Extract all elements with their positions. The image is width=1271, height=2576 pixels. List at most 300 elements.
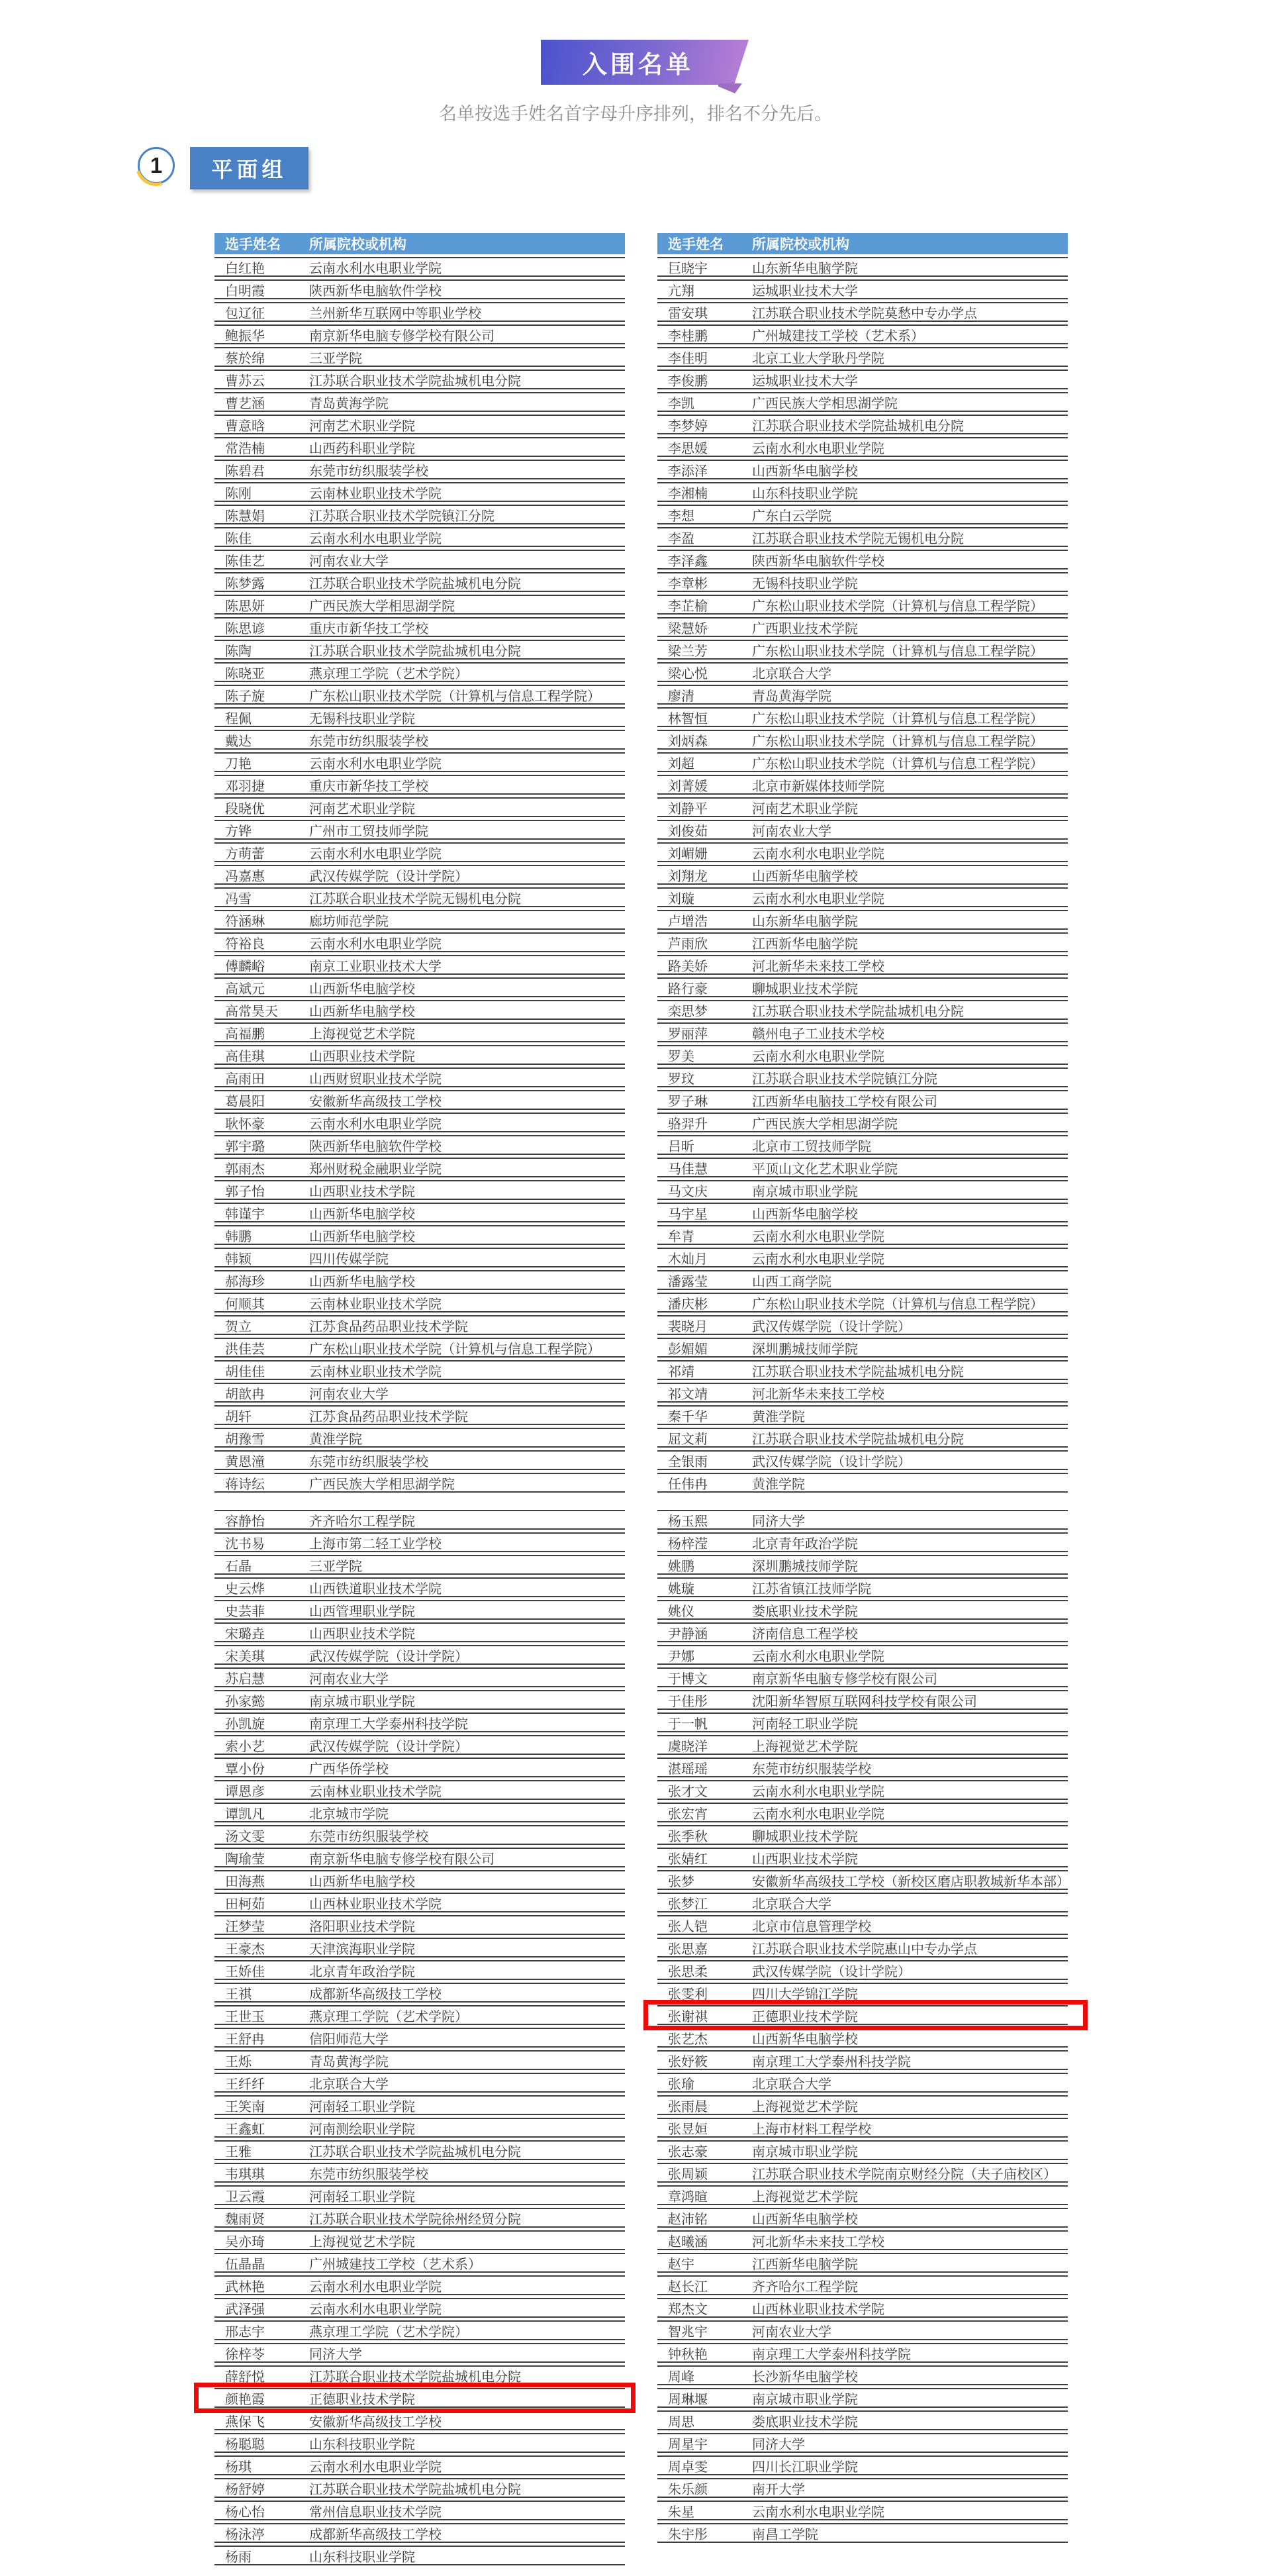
institution-name: 山东科技职业学院 — [309, 2550, 415, 2565]
institution-name: 江苏食品药品职业技术学院 — [309, 1319, 468, 1334]
institution-name: 武汉传媒学院（设计学院） — [752, 1454, 911, 1469]
contestant-name: 黄恩潼 — [225, 1454, 265, 1469]
institution-name: 广西民族大学相思湖学院 — [309, 599, 455, 614]
contestant-name: 白红艳 — [225, 261, 265, 276]
contestant-name: 刀艳 — [225, 756, 252, 771]
contestant-name: 胡佳佳 — [225, 1364, 265, 1379]
institution-name: 运城职业技术大学 — [752, 283, 858, 299]
institution-name: 天津滨海职业学院 — [309, 1942, 415, 1957]
contestant-name: 李佳明 — [668, 351, 708, 366]
contestant-name: 李芷榆 — [668, 599, 708, 614]
institution-name: 南开大学 — [752, 2482, 805, 2497]
institution-name: 北京联合大学 — [752, 2077, 831, 2092]
institution-name: 云南水利水电职业学院 — [752, 846, 884, 862]
table-row — [657, 1383, 1068, 1403]
contestant-name: 陈思谚 — [225, 621, 265, 636]
contestant-name: 史芸菲 — [225, 1604, 265, 1619]
contestant-name: 陈思妍 — [225, 599, 265, 614]
contestant-name: 宋美琪 — [225, 1649, 265, 1664]
institution-name: 广东松山职业技术学院（计算机与信息工程学院） — [752, 599, 1043, 614]
table-row — [214, 1780, 625, 1800]
institution-name: 山西新华电脑学校 — [752, 2032, 858, 2047]
table-row — [657, 865, 1068, 885]
contestant-name: 李想 — [668, 509, 694, 524]
contestant-name: 高常昊天 — [225, 1004, 278, 1019]
institution-name: 北京市新媒体技师学院 — [752, 779, 884, 794]
banner-ribbon-fold — [718, 83, 742, 93]
contestant-name: 湛瑶瑶 — [668, 1761, 708, 1777]
institution-name: 武汉传媒学院（设计学院） — [752, 1319, 911, 1334]
table-body — [657, 257, 1068, 2543]
contestant-name: 高斌元 — [225, 981, 265, 997]
table-row — [214, 505, 625, 524]
institution-name: 广西民族大学相思湖学院 — [309, 1477, 455, 1492]
table-row — [657, 1600, 1068, 1620]
table-row — [214, 1600, 625, 1620]
contestant-name: 张谢祺 — [668, 2009, 708, 2024]
contestant-name: 李泽鑫 — [668, 554, 708, 569]
institution-name: 广东松山职业技术学院（计算机与信息工程学院） — [752, 711, 1043, 726]
institution-name: 齐齐哈尔工程学院 — [309, 1514, 415, 1529]
table-row — [657, 1758, 1068, 1777]
table-row — [657, 2433, 1068, 2453]
table-row — [214, 1735, 625, 1755]
institution-name: 江苏联合职业技术学院莫愁中专办学点 — [752, 306, 977, 321]
contestant-name: 张人铠 — [668, 1919, 708, 1934]
contestant-name: 彭媚媚 — [668, 1342, 708, 1357]
contestant-name: 牟青 — [668, 1229, 694, 1244]
table-row — [657, 775, 1068, 795]
institution-name: 广东松山职业技术学院（计算机与信息工程学院） — [309, 689, 600, 704]
institution-name: 山西新华电脑学校 — [309, 1229, 415, 1244]
table-row — [214, 2343, 625, 2363]
table-row — [214, 415, 625, 434]
table-row — [214, 1848, 625, 1867]
institution-name: 河南艺术职业学院 — [309, 801, 415, 817]
institution-name: 陕西新华电脑软件学校 — [309, 283, 442, 299]
institution-name: 武汉传媒学院（设计学院） — [309, 1649, 468, 1664]
contestant-name: 陶瑜莹 — [225, 1852, 265, 1867]
contestant-name: 包辽征 — [225, 306, 265, 321]
institution-name: 东莞市纺织服装学校 — [309, 1829, 428, 1844]
contestant-name: 陈碧君 — [225, 464, 265, 479]
table-row — [214, 1983, 625, 2003]
contestant-name: 薛舒悦 — [225, 2369, 265, 2385]
contestant-name: 王祺 — [225, 1987, 252, 2002]
contestant-name: 高福鹏 — [225, 1026, 265, 1042]
table-row — [657, 685, 1068, 705]
table-row — [657, 302, 1068, 322]
table-row — [657, 887, 1068, 907]
contestant-name: 于佳彤 — [668, 1694, 708, 1709]
table-row — [214, 595, 625, 615]
table-row — [657, 1712, 1068, 1732]
table-row — [657, 1983, 1068, 2003]
institution-name: 江苏联合职业技术学院无锡机电分院 — [752, 531, 964, 546]
contestant-name: 路行豪 — [668, 981, 708, 997]
table-row — [657, 2208, 1068, 2228]
institution-name: 江苏联合职业技术学院镇江分院 — [309, 509, 494, 524]
institution-name: 云南水利水电职业学院 — [752, 1784, 884, 1799]
contestant-name: 覃小份 — [225, 1761, 265, 1777]
institution-name: 广西民族大学相思湖学院 — [752, 396, 898, 411]
institution-name: 山西铁道职业技术学院 — [309, 1581, 442, 1597]
institution-name: 东莞市纺织服装学校 — [309, 734, 428, 749]
table-row — [214, 1473, 625, 1493]
contestant-name: 朱乐颜 — [668, 2482, 708, 2497]
contestant-name: 田柯茹 — [225, 1897, 265, 1912]
institution-name: 江西新华电脑学院 — [752, 936, 858, 952]
institution-name: 云南水利水电职业学院 — [309, 2279, 442, 2295]
table-row — [657, 1870, 1068, 1890]
contestant-name: 于博文 — [668, 1671, 708, 1687]
institution-name: 广西民族大学相思湖学院 — [752, 1116, 898, 1132]
table-row — [657, 1360, 1068, 1380]
table-row — [214, 820, 625, 840]
institution-name: 河北新华未来技工学校 — [752, 959, 884, 974]
table-row — [657, 1645, 1068, 1665]
institution-name: 三亚学院 — [309, 1559, 362, 1574]
institution-name: 青岛黄海学院 — [309, 396, 389, 411]
institution-name: 山东科技职业学院 — [309, 2437, 415, 2452]
institution-name: 云南林业职业技术学院 — [309, 1297, 442, 1312]
institution-name: 赣州电子工业技术学校 — [752, 1026, 884, 1042]
institution-name: 运城职业技术大学 — [752, 373, 858, 389]
table-row — [657, 1090, 1068, 1110]
table-row — [657, 1203, 1068, 1222]
contestant-name: 杨梓滢 — [668, 1536, 708, 1552]
group-number-badge — [138, 147, 175, 184]
contestant-name: 祁靖 — [668, 1364, 694, 1379]
table-row — [657, 1780, 1068, 1800]
table-row — [214, 279, 625, 299]
contestant-name: 屈文莉 — [668, 1432, 708, 1447]
institution-name: 山西新华电脑学校 — [752, 2212, 858, 2227]
contestant-name: 潘庆彬 — [668, 1297, 708, 1312]
table-row — [214, 2230, 625, 2250]
institution-name: 常州信息职业技术学院 — [309, 2504, 442, 2520]
institution-name: 河南测绘职业学院 — [309, 2122, 415, 2137]
contestant-name: 梁心悦 — [668, 666, 708, 681]
institution-name: 江苏联合职业技术学院南京财经分院（夫子庙校区） — [752, 2167, 1057, 2182]
table-row — [214, 887, 625, 907]
table-row — [214, 2523, 625, 2543]
contestant-name: 王舒冉 — [225, 2032, 265, 2047]
table-row — [214, 797, 625, 817]
table-row — [657, 977, 1068, 997]
institution-name: 云南水利水电职业学院 — [309, 756, 442, 771]
institution-name: 黄淮学院 — [752, 1477, 805, 1492]
table-row — [214, 1113, 625, 1132]
contestant-name: 张才文 — [668, 1784, 708, 1799]
contestant-name: 曹艺涵 — [225, 396, 265, 411]
contestant-name: 颜艳霞 — [225, 2392, 265, 2407]
institution-name: 河南轻工职业学院 — [752, 1716, 858, 1732]
institution-name: 山西林业职业技术学院 — [752, 2302, 884, 2317]
table-row — [657, 1825, 1068, 1845]
institution-name: 山西药科职业学院 — [309, 441, 415, 456]
table-row — [657, 257, 1068, 277]
contestant-name: 洪佳芸 — [225, 1342, 265, 1357]
contestant-name: 章鸿暄 — [668, 2189, 708, 2204]
table-row — [657, 1248, 1068, 1267]
table-row — [214, 2118, 625, 2138]
contestant-name: 杨玉熙 — [668, 1514, 708, 1529]
table-row — [214, 2208, 625, 2228]
institution-name: 深圳鹏城技师学院 — [752, 1559, 858, 1574]
institution-name: 南昌工学院 — [752, 2527, 818, 2542]
table-row — [657, 617, 1068, 637]
institution-name: 重庆市新华技工学校 — [309, 779, 428, 794]
institution-name: 无锡科技职业学院 — [309, 711, 415, 726]
contestant-name: 鲍振华 — [225, 328, 265, 344]
institution-name: 正德职业技术学院 — [752, 2009, 858, 2024]
contestant-name: 路美娇 — [668, 959, 708, 974]
contestant-name: 芦雨欣 — [668, 936, 708, 952]
contestant-name: 罗玟 — [668, 1071, 694, 1087]
institution-name: 南京新华电脑专修学校有限公司 — [309, 328, 494, 344]
table-row — [657, 2455, 1068, 2475]
table-row — [214, 2433, 625, 2453]
table-row — [657, 1667, 1068, 1687]
table-row — [657, 415, 1068, 434]
contestant-name: 曹意晗 — [225, 419, 265, 434]
institution-name: 安徽新华高级技工学校 — [309, 1094, 442, 1109]
contestant-name: 姚鹏 — [668, 1559, 694, 1574]
contestant-name: 张雯利 — [668, 1987, 708, 2002]
table-row — [657, 505, 1068, 524]
contestant-name: 李俊鹏 — [668, 373, 708, 389]
table-row — [214, 572, 625, 592]
table-row — [657, 1293, 1068, 1313]
institution-name: 北京工业大学耿丹学院 — [752, 351, 884, 366]
table-row — [214, 1338, 625, 1358]
institution-name: 陕西新华电脑软件学校 — [752, 554, 884, 569]
contestant-name: 秦千华 — [668, 1409, 708, 1424]
table-row — [214, 1293, 625, 1313]
table-row — [214, 257, 625, 277]
contestant-name: 栾思梦 — [668, 1004, 708, 1019]
contestant-name: 祁文靖 — [668, 1387, 708, 1402]
contestant-name: 张思柔 — [668, 1964, 708, 1979]
institution-name: 云南水利水电职业学院 — [752, 2504, 884, 2520]
institution-name: 深圳鹏城技师学院 — [752, 1342, 858, 1357]
contestant-name: 张瑜 — [668, 2077, 694, 2092]
table-row — [214, 1690, 625, 1710]
institution-name: 广东白云学院 — [752, 509, 831, 524]
contestant-name: 王雅 — [225, 2144, 252, 2159]
table-row — [657, 1113, 1068, 1132]
table-row — [214, 752, 625, 772]
contestant-name: 钟秋艳 — [668, 2347, 708, 2362]
table-row — [657, 1067, 1068, 1087]
institution-name: 安徽新华高级技工学校 — [309, 2414, 442, 2430]
contestant-name: 卢增浩 — [668, 914, 708, 929]
table-row — [657, 955, 1068, 975]
table-row — [214, 707, 625, 727]
contestant-name: 孙凯旋 — [225, 1716, 265, 1732]
contestant-name: 刘炳森 — [668, 734, 708, 749]
table-row — [657, 595, 1068, 615]
contestant-name: 李添泽 — [668, 464, 708, 479]
table-row — [214, 1712, 625, 1732]
institution-name: 云南林业职业技术学院 — [309, 1784, 442, 1799]
institution-name: 燕京理工学院（艺术学院） — [309, 2009, 468, 2024]
table-row — [657, 1000, 1068, 1020]
institution-name: 云南林业职业技术学院 — [309, 1364, 442, 1379]
contestant-name: 符裕良 — [225, 936, 265, 952]
institution-name: 南京理工大学泰州科技学院 — [752, 2054, 911, 2069]
institution-name: 山西管理职业学院 — [309, 1604, 415, 1619]
contestant-name: 郭雨杰 — [225, 1162, 265, 1177]
institution-name: 广西华侨学校 — [309, 1761, 389, 1777]
contestant-name: 吕昕 — [668, 1139, 694, 1154]
table-row — [657, 932, 1068, 952]
table-row — [657, 1450, 1068, 1470]
contestant-name: 汪梦莹 — [225, 1919, 265, 1934]
institution-name: 广西职业技术学院 — [752, 621, 858, 636]
contestant-name: 石晶 — [225, 1559, 252, 1574]
institution-name: 沈阳新华智原互联网科技学校有限公司 — [752, 1694, 977, 1709]
table-row — [657, 1158, 1068, 1177]
table-row — [214, 1577, 625, 1597]
banner-title: 入围名单 — [583, 51, 694, 78]
contestant-name: 马宇星 — [668, 1207, 708, 1222]
contestant-name: 全银雨 — [668, 1454, 708, 1469]
table-row — [214, 730, 625, 750]
table-header — [214, 233, 625, 254]
institution-name: 江苏联合职业技术学院盐城机电分院 — [309, 644, 521, 659]
contestant-name: 王烁 — [225, 2054, 252, 2069]
table-row — [657, 1938, 1068, 1957]
contestant-name: 罗美 — [668, 1049, 694, 1064]
table-row — [214, 1315, 625, 1335]
table-header — [657, 233, 1068, 254]
table-row — [657, 1848, 1068, 1867]
contestant-name: 周思 — [668, 2414, 694, 2430]
contestant-name: 马佳慧 — [668, 1162, 708, 1177]
contestant-name: 陈慧娟 — [225, 509, 265, 524]
institution-name: 武汉传媒学院（设计学院） — [309, 869, 468, 884]
table-row — [657, 1532, 1068, 1552]
institution-name: 广东松山职业技术学院（计算机与信息工程学院） — [752, 734, 1043, 749]
institution-name: 无锡科技职业学院 — [752, 576, 858, 591]
contestant-name: 汤文雯 — [225, 1829, 265, 1844]
table-row — [657, 2275, 1068, 2295]
contestant-name: 卫云霞 — [225, 2189, 265, 2204]
contestant-name: 胡歆冉 — [225, 1387, 265, 1402]
institution-name: 南京理工大学泰州科技学院 — [752, 2347, 911, 2362]
institution-name: 同济大学 — [309, 2347, 362, 2362]
institution-name: 云南水利水电职业学院 — [309, 936, 442, 952]
institution-name: 黄淮学院 — [309, 1432, 362, 1447]
contestant-name: 张思嘉 — [668, 1942, 708, 1957]
contestant-name: 何顺其 — [225, 1297, 265, 1312]
group-number: 1 — [150, 153, 163, 177]
table-row — [214, 1225, 625, 1245]
table-row — [657, 640, 1068, 660]
table-row — [657, 1735, 1068, 1755]
institution-name: 北京联合大学 — [752, 666, 831, 681]
institution-name: 河南艺术职业学院 — [309, 419, 415, 434]
institution-name: 长沙新华电脑学校 — [752, 2369, 858, 2385]
contestant-name: 史云烨 — [225, 1581, 265, 1597]
contestant-name: 魏雨贤 — [225, 2212, 265, 2227]
contestant-name: 田海燕 — [225, 1874, 265, 1889]
table-row — [214, 347, 625, 367]
table-row — [214, 1067, 625, 1087]
contestant-name: 赵宇 — [668, 2257, 694, 2272]
institution-name: 同济大学 — [752, 2437, 805, 2452]
contestant-name: 邢志宇 — [225, 2324, 265, 2340]
contestant-name: 姚璇 — [668, 1581, 694, 1597]
contestant-name: 裴晓月 — [668, 1319, 708, 1334]
institution-name: 河南轻工职业学院 — [309, 2099, 415, 2114]
contestant-name: 高佳琪 — [225, 1049, 265, 1064]
contestant-name: 张梦 — [668, 1874, 694, 1889]
contestant-name: 张梦江 — [668, 1897, 708, 1912]
institution-name: 云南水利水电职业学院 — [309, 846, 442, 862]
contestant-name: 李章彬 — [668, 576, 708, 591]
institution-name: 北京市工贸技师学院 — [752, 1139, 871, 1154]
table-row — [657, 2501, 1068, 2520]
table-row — [214, 1825, 625, 1845]
table-row — [214, 1022, 625, 1042]
contestant-name: 尹静涵 — [668, 1626, 708, 1642]
contestant-name: 张周颖 — [668, 2167, 708, 2182]
table-row — [214, 527, 625, 547]
institution-name: 江苏联合职业技术学院盐城机电分院 — [752, 419, 964, 434]
institution-name: 信阳师范大学 — [309, 2032, 389, 2047]
table-row — [657, 527, 1068, 547]
table-row — [214, 932, 625, 952]
col-header-institution: 所属院校或机构 — [752, 237, 849, 252]
table-row — [214, 370, 625, 389]
institution-name: 山东科技职业学院 — [752, 486, 858, 501]
contestant-name: 谭恩彦 — [225, 1784, 265, 1799]
table-row — [214, 2095, 625, 2115]
table-row — [657, 2478, 1068, 2498]
shortlist-table-right — [657, 233, 1068, 2543]
contestant-name: 胡轩 — [225, 1409, 252, 1424]
table-row — [214, 1510, 625, 1530]
contestant-name: 智兆宇 — [668, 2324, 708, 2340]
table-row — [657, 1428, 1068, 1448]
contestant-name: 沈书易 — [225, 1536, 265, 1552]
contestant-name: 杨雨 — [225, 2550, 252, 2565]
contestant-name: 刘菁媛 — [668, 779, 708, 794]
table-row — [214, 1870, 625, 1890]
institution-name: 广州城建技工学校（艺术系） — [752, 328, 924, 344]
table-row — [214, 842, 625, 862]
contestant-name: 蒋诗纭 — [225, 1477, 265, 1492]
table-row — [214, 977, 625, 997]
table-row — [214, 1645, 625, 1665]
table-row — [657, 2095, 1068, 2115]
contestant-name: 杨泳渟 — [225, 2527, 265, 2542]
table-row — [657, 1473, 1068, 1493]
contestant-name: 王鑫虹 — [225, 2122, 265, 2137]
contestant-name: 吴亦琦 — [225, 2234, 265, 2250]
contestant-name: 陈陶 — [225, 644, 252, 659]
table-row — [657, 1045, 1068, 1065]
institution-name: 江西新华电脑技工学校有限公司 — [752, 1094, 937, 1109]
contestant-name: 张昱姮 — [668, 2122, 708, 2137]
institution-name: 武汉传媒学院（设计学院） — [309, 1739, 468, 1754]
contestant-name: 方萌蕾 — [225, 846, 265, 862]
table-row — [657, 1180, 1068, 1200]
table-row — [657, 2253, 1068, 2273]
